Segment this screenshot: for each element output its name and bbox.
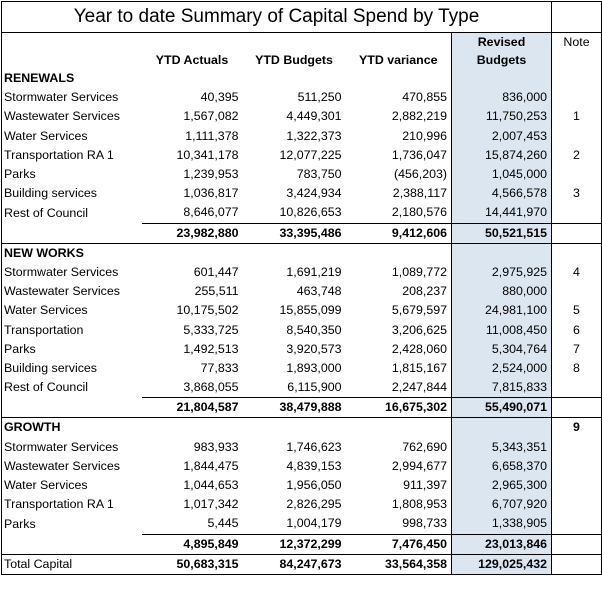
row-label: Water Services [2, 127, 142, 146]
table-row [2, 476, 602, 495]
revised-budget-value: 1,045,000 [452, 165, 552, 184]
section-total-row [2, 534, 602, 554]
ytd-variance-value: 208,237 [402, 284, 447, 299]
ytd-variance-value: 998,733 [402, 516, 447, 531]
section-blank-actuals [142, 69, 243, 88]
row-label: Stormwater Services [2, 88, 142, 107]
ytd-actuals-value: 1,239,953 [183, 167, 239, 182]
ytd-budgets-value: 783,750 [296, 167, 342, 182]
section-total-row [2, 398, 602, 418]
section-blank-variance [346, 69, 452, 88]
section-blank-budgets [243, 243, 346, 263]
row-note [552, 88, 602, 107]
row-note: 7 [552, 340, 602, 359]
row-label: Building services [2, 359, 142, 378]
row-note [552, 457, 602, 476]
ytd-variance-value: 2,882,219 [391, 109, 447, 124]
ytd-variance-value: 1,736,047 [391, 147, 447, 162]
ytd-budgets-value: 1,956,050 [286, 478, 342, 493]
ytd-variance-value: (456,203) [393, 167, 447, 182]
row-label: Rest of Council [2, 203, 142, 223]
row-note: 6 [552, 320, 602, 339]
revised-budget-value: 6,707,920 [452, 495, 552, 514]
title-row [2, 2, 602, 33]
revised-budget-value: 836,000 [452, 88, 552, 107]
grand-total-budgets: 84,247,673 [243, 554, 346, 574]
grand-total-row [2, 554, 602, 574]
header-ytd-budgets: YTD Budgets [255, 53, 333, 67]
ytd-budgets-value: 12,077,225 [279, 147, 342, 162]
section-total-note [552, 223, 602, 243]
row-label: Stormwater Services [2, 438, 142, 457]
ytd-actuals-value: 10,175,502 [176, 303, 239, 318]
revised-budget-value: 15,874,260 [452, 146, 552, 165]
table-row [2, 88, 602, 107]
section-total-budgets: 12,372,299 [243, 534, 346, 554]
ytd-budgets-value: 10,826,653 [279, 205, 342, 220]
header-label-cell-2 [2, 51, 142, 69]
row-note: 4 [552, 263, 602, 282]
row-label: Wastewater Services [2, 282, 142, 301]
section-heading-row [2, 69, 602, 88]
section-blank-variance [346, 418, 452, 438]
ytd-budgets-value: 4,839,153 [286, 458, 342, 473]
grand-total-label: Total Capital [2, 554, 142, 574]
row-label: Parks [2, 514, 142, 534]
grand-total-note [552, 554, 602, 574]
ytd-budgets-value: 8,540,350 [286, 322, 342, 337]
ytd-budgets-value: 1,691,219 [286, 264, 342, 279]
table-row [2, 263, 602, 282]
title-note-cell [552, 2, 602, 33]
section-note [552, 69, 602, 88]
ytd-variance-value: 1,815,167 [391, 360, 447, 375]
row-note [552, 378, 602, 398]
revised-budget-value: 1,338,905 [452, 514, 552, 534]
revised-budget-value: 11,750,253 [452, 107, 552, 126]
row-label: Parks [2, 165, 142, 184]
section-name: NEW WORKS [2, 243, 142, 263]
section-blank-budgets [243, 69, 346, 88]
revised-budget-value: 11,008,450 [452, 320, 552, 339]
table-row [2, 378, 602, 398]
revised-budget-value: 14,441,970 [452, 203, 552, 223]
row-note [552, 476, 602, 495]
ytd-variance-value: 3,206,625 [391, 322, 447, 337]
header-blank-actuals [142, 33, 243, 52]
ytd-actuals-value: 77,833 [200, 360, 239, 375]
table-row [2, 340, 602, 359]
row-label: Wastewater Services [2, 107, 142, 126]
table-row [2, 438, 602, 457]
section-blank-actuals [142, 418, 243, 438]
section-total-note [552, 398, 602, 418]
table-row [2, 203, 602, 223]
header-ytd-variance: YTD variance [358, 53, 438, 67]
row-note [552, 282, 602, 301]
row-note: 2 [552, 146, 602, 165]
ytd-variance-value: 2,428,060 [391, 341, 447, 356]
revised-budget-value: 5,343,351 [452, 438, 552, 457]
table-row [2, 107, 602, 126]
ytd-budgets-value: 1,322,373 [286, 128, 342, 143]
section-total-row [2, 223, 602, 243]
section-total-revised: 55,490,071 [452, 398, 552, 418]
table-row [2, 146, 602, 165]
ytd-actuals-value: 983,933 [193, 439, 239, 454]
row-note: 5 [552, 301, 602, 320]
row-note [552, 495, 602, 514]
ytd-actuals-value: 1,492,513 [183, 341, 239, 356]
ytd-actuals-value: 5,333,725 [183, 322, 239, 337]
table-row [2, 320, 602, 339]
header-note-cell-2 [552, 51, 602, 69]
ytd-variance-value: 210,996 [402, 128, 447, 143]
table-row [2, 127, 602, 146]
ytd-variance-value: 2,180,576 [391, 205, 447, 220]
ytd-variance-value: 2,388,117 [392, 186, 447, 201]
header-row-2 [2, 51, 602, 69]
row-label: Parks [2, 340, 142, 359]
ytd-actuals-value: 601,447 [193, 264, 239, 279]
row-note [552, 127, 602, 146]
section-blank-revised [452, 243, 552, 263]
ytd-variance-value: 470,855 [402, 90, 447, 105]
revised-budget-value: 24,981,100 [452, 301, 552, 320]
revised-budget-value: 4,566,578 [452, 184, 552, 203]
revised-budget-value: 2,524,000 [452, 359, 552, 378]
ytd-budgets-value: 1,004,179 [286, 516, 342, 531]
table-row [2, 457, 602, 476]
grand-total-revised: 129,025,432 [452, 554, 552, 574]
section-total-actuals: 23,982,880 [142, 223, 243, 243]
table-row [2, 184, 602, 203]
ytd-variance-value: 1,808,953 [391, 497, 447, 512]
row-label: Transportation RA 1 [2, 495, 142, 514]
header-revised-line1: Revised [452, 33, 552, 52]
table-row [2, 514, 602, 534]
section-note: 9 [552, 418, 602, 438]
row-label: Building services [2, 184, 142, 203]
section-total-actuals: 4,895,849 [142, 534, 243, 554]
header-row-1 [2, 33, 602, 52]
ytd-budgets-value: 6,115,900 [287, 380, 342, 395]
ytd-actuals-value: 3,868,055 [183, 380, 239, 395]
row-note [552, 165, 602, 184]
section-total-label [2, 223, 142, 243]
ytd-actuals-value: 1,044,653 [183, 478, 239, 493]
ytd-actuals-value: 1,567,082 [183, 109, 239, 124]
row-label: Transportation RA 1 [2, 146, 142, 165]
row-label: Stormwater Services [2, 263, 142, 282]
section-note [552, 243, 602, 263]
row-label: Wastewater Services [2, 457, 142, 476]
section-heading-row [2, 243, 602, 263]
section-total-revised: 50,521,515 [452, 223, 552, 243]
section-blank-revised [452, 69, 552, 88]
table-row [2, 359, 602, 378]
header-blank-budgets [243, 33, 346, 52]
ytd-budgets-value: 511,250 [297, 90, 342, 105]
ytd-budgets-value: 1,746,623 [286, 439, 342, 454]
table-row [2, 495, 602, 514]
ytd-budgets-value: 3,424,934 [286, 186, 342, 201]
sheet-title: Year to date Summary of Capital Spend by Type [2, 2, 552, 33]
section-blank-revised [452, 418, 552, 438]
section-total-revised: 23,013,846 [452, 534, 552, 554]
row-note: 8 [552, 359, 602, 378]
ytd-budgets-value: 3,920,573 [286, 341, 342, 356]
header-note: Note [552, 33, 602, 52]
section-blank-actuals [142, 243, 243, 263]
ytd-variance-value: 911,397 [403, 478, 447, 493]
revised-budget-value: 7,815,833 [452, 378, 552, 398]
section-total-note [552, 534, 602, 554]
header-revised-line2: Budgets [452, 51, 552, 69]
revised-budget-value: 880,000 [452, 282, 552, 301]
table-row [2, 282, 602, 301]
section-total-variance: 9,412,606 [346, 223, 452, 243]
ytd-budgets-value: 15,855,099 [279, 303, 342, 318]
ytd-budgets-value: 1,893,000 [286, 360, 342, 375]
revised-budget-value: 6,658,370 [452, 457, 552, 476]
section-total-variance: 7,476,450 [346, 534, 452, 554]
row-note [552, 514, 602, 534]
capital-spend-table [1, 1, 602, 575]
section-blank-variance [346, 243, 452, 263]
ytd-actuals-value: 8,646,077 [183, 205, 239, 220]
ytd-variance-value: 5,679,597 [391, 303, 447, 318]
revised-budget-value: 2,007,453 [452, 127, 552, 146]
ytd-actuals-value: 1,844,475 [183, 458, 239, 473]
revised-budget-value: 2,965,300 [452, 476, 552, 495]
row-note [552, 438, 602, 457]
ytd-actuals-value: 255,511 [194, 284, 239, 299]
table-row [2, 165, 602, 184]
ytd-budgets-value: 463,748 [296, 284, 342, 299]
table-row [2, 301, 602, 320]
ytd-variance-value: 2,247,844 [391, 380, 447, 395]
ytd-actuals-value: 5,445 [207, 516, 239, 531]
section-total-budgets: 33,395,486 [243, 223, 346, 243]
ytd-budgets-value: 4,449,301 [286, 109, 342, 124]
row-label: Water Services [2, 476, 142, 495]
row-label: Rest of Council [2, 378, 142, 398]
ytd-actuals-value: 10,341,178 [176, 147, 239, 162]
section-total-budgets: 38,479,888 [243, 398, 346, 418]
row-note: 1 [552, 107, 602, 126]
ytd-actuals-value: 1,017,342 [183, 497, 239, 512]
section-blank-budgets [243, 418, 346, 438]
section-total-label [2, 534, 142, 554]
section-name: RENEWALS [2, 69, 142, 88]
section-total-actuals: 21,804,587 [142, 398, 243, 418]
section-name: GROWTH [2, 418, 142, 438]
revised-budget-value: 5,304,764 [452, 340, 552, 359]
row-note [552, 203, 602, 223]
section-heading-row [2, 418, 602, 438]
header-ytd-actuals: YTD Actuals [155, 53, 229, 67]
ytd-variance-value: 1,089,772 [391, 264, 447, 279]
ytd-actuals-value: 1,111,378 [185, 128, 239, 143]
ytd-actuals-value: 40,395 [200, 90, 239, 105]
section-total-label [2, 398, 142, 418]
row-label: Water Services [2, 301, 142, 320]
header-label-cell [2, 33, 142, 52]
section-total-variance: 16,675,302 [346, 398, 452, 418]
ytd-variance-value: 762,690 [402, 439, 447, 454]
grand-total-actuals: 50,683,315 [142, 554, 243, 574]
ytd-budgets-value: 2,826,295 [286, 497, 342, 512]
header-blank-variance [346, 33, 452, 52]
row-label: Transportation [2, 320, 142, 339]
revised-budget-value: 2,975,925 [452, 263, 552, 282]
grand-total-variance: 33,564,358 [346, 554, 452, 574]
row-note: 3 [552, 184, 602, 203]
capital-spend-sheet [1, 1, 601, 588]
ytd-actuals-value: 1,036,817 [183, 186, 239, 201]
ytd-variance-value: 2,994,677 [391, 458, 447, 473]
